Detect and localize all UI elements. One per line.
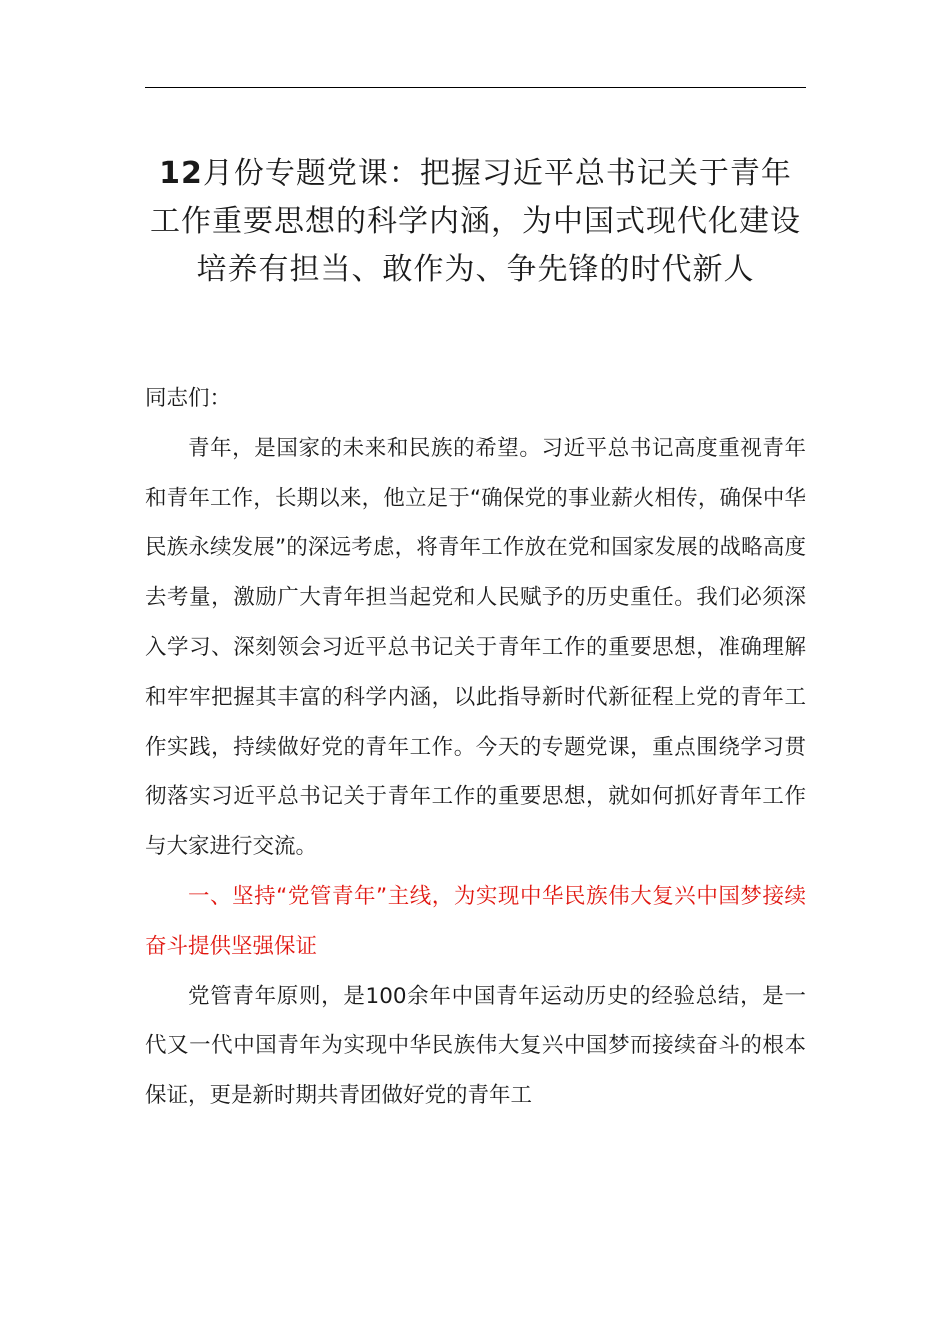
- section-heading-1: 一、坚持“党管青年”主线，为实现中华民族伟大复兴中国梦接续奋斗提供坚强保证: [145, 883, 806, 959]
- paragraph-intro: 青年，是国家的未来和民族的希望。习近平总书记高度重视青年和青年工作，长期以来，他立足于“确保党的事业薪火相传，确保中华民族永续发展”的深远考虑，将青年工作放在党和国家发展的战略高度去考量，激励广大青年担当起党和人民赋予的历史重任。我们必须深入学习、深刻领会习近平总书记关于青年工作的重要思想，准确理解和牢牢把握其丰富的科学内涵，以此指导新时代新征程上党的青年工作实践，持续做好党的青年工作。今天的专题党课，重点围绕学习贯彻落实习近平总书记关于青年工作的重要思想，就如何抓好青年工作与大家进行交流。: [145, 435, 806, 860]
- title-number: 12: [159, 156, 203, 191]
- title-text: 月份专题党课：把握习近平总书记关于青年工作重要思想的科学内涵，为中国式现代化建设培养有担当、敢作为、争先锋的时代新人: [150, 156, 801, 287]
- salutation: 同志们：: [145, 386, 232, 411]
- header-rule: [145, 87, 806, 88]
- paragraph-section-1: 党管青年原则，是100余年中国青年运动历史的经验总结，是一代又一代中国青年为实现中华民族伟大复兴中国梦而接续奋斗的根本保证，更是新时期共青团做好党的青年工: [145, 983, 806, 1109]
- document-body: [145, 374, 806, 1121]
- document-title: [145, 150, 806, 294]
